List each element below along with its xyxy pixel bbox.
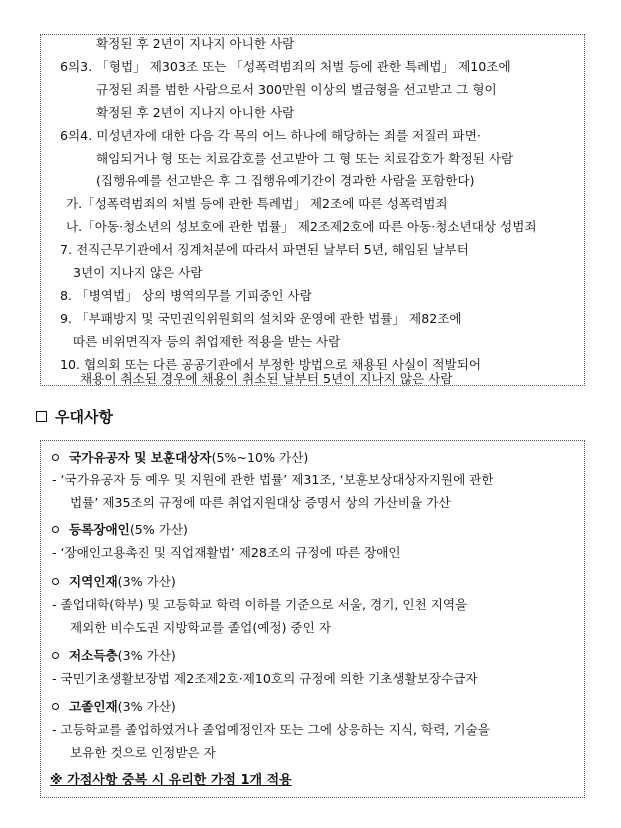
pref-item-regional [52,574,176,590]
pref-desc: 법률’ 제35조의 규정에 따른 취업지원대상 증명서 상의 가산비율 가산 [70,495,451,510]
pref-desc: - ‘장애인고용촉진 및 직업재활법’ 제28조의 규정에 따른 장애인 [52,545,401,560]
circle-bullet-icon [52,454,59,461]
disq-line: 3년이 지나지 않은 사람 [73,265,203,280]
pref-title: 국가유공자 및 보훈대상자 [69,450,212,465]
pref-item-low-income [52,648,176,664]
pref-desc: - 국민기초생활보장법 제2조제2호·제10호의 규정에 의한 기초생활보장수급자 [52,671,478,686]
disq-item-10: 10. 협의회 또는 다른 공공기관에서 부정한 방법으로 채용된 사실이 적발되어 [60,357,482,372]
pref-title: 등록장애인 [69,522,130,537]
disq-subitem-na: 나.「아동·청소년의 성보호에 관한 법률」 제2조제2호에 따른 아동·청소년대상 성범죄 [66,219,537,234]
disq-line: 따른 비위면직자 등의 취업제한 적용을 받는 사람 [73,334,341,349]
pref-desc: 보유한 것으로 인정받은 자 [70,745,216,760]
pref-item-disabled [52,522,188,538]
disq-item-8: 8. 「병역법」 상의 병역의무를 기피중인 사람 [60,288,312,303]
pref-rate: (3% 가산) [117,699,176,714]
disq-line: 확정된 후 2년이 지나지 아니한 사람 [96,36,295,51]
disq-line: 확정된 후 2년이 지나지 아니한 사람 [96,105,295,120]
pref-title: 지역인재 [69,574,118,589]
bonus-note: ※ 가점사항 중복 시 유리한 가점 1개 적용 [50,773,292,788]
circle-bullet-icon [52,652,59,659]
pref-rate: (5%~10% 가산) [211,450,309,465]
disq-line: 규정된 죄를 범한 사람으로서 300만원 이상의 벌금형을 선고받고 그 형이 [96,82,497,97]
circle-bullet-icon [52,526,59,533]
disq-item-9: 9. 「부패방지 및 국민권익위원회의 설치와 운영에 관한 법률」 제82조에 [60,311,462,326]
disq-line: (집행유예를 선고받은 후 그 집행유예기간이 경과한 사람을 포함한다) [96,173,475,188]
pref-rate: (3% 가산) [117,648,176,663]
pref-item-veterans [52,450,308,466]
disq-item-6-3: 6의3. 「형법」 제303조 또는 「성폭력범죄의 처벌 등에 관한 특례법」 제10조에 [60,59,511,74]
disq-line: 해임되거나 형 또는 치료감호를 선고받아 그 형 또는 치료감호가 확정된 사람 [96,151,514,166]
pref-desc: - ‘국가유공자 등 예우 및 지원에 관한 법률’ 제31조, ‘보훈보상대상자지원에 관한 [52,472,494,487]
disq-item-6-4: 6의4. 미성년자에 대한 다음 각 목의 어느 하나에 해당하는 죄를 저질러 파면· [60,128,481,143]
section-title: 우대사항 [55,408,113,426]
disq-item-7: 7. 전직근무기관에서 징계처분에 따라서 파면된 날부터 5년, 해임된 날부터 [60,242,469,257]
disq-line: 채용이 취소된 경우에 채용이 취소된 날부터 5년이 지나지 않은 사람 [80,371,453,386]
section-heading [36,406,113,427]
pref-title: 저소득층 [69,648,118,663]
pref-desc: 제외한 비수도권 지방학교를 졸업(예정) 중인 자 [70,620,331,635]
circle-bullet-icon [52,578,59,585]
pref-title: 고졸인재 [69,699,118,714]
circle-bullet-icon [52,703,59,710]
pref-rate: (5% 가산) [129,522,188,537]
pref-rate: (3% 가산) [117,574,176,589]
square-bullet-icon [36,411,47,422]
pref-item-high-school [52,699,176,715]
disq-subitem-ga: 가.「성폭력범죄의 처벌 등에 관한 특례법」 제2조에 따른 성폭력범죄 [66,196,448,211]
pref-desc: - 고등학교를 졸업하였거나 졸업예정인자 또는 그에 상응하는 지식, 학력, 기술을 [52,722,490,737]
pref-desc: - 졸업대학(학부) 및 고등학교 학력 이하를 기준으로 서울, 경기, 인천 지역을 [52,597,468,612]
